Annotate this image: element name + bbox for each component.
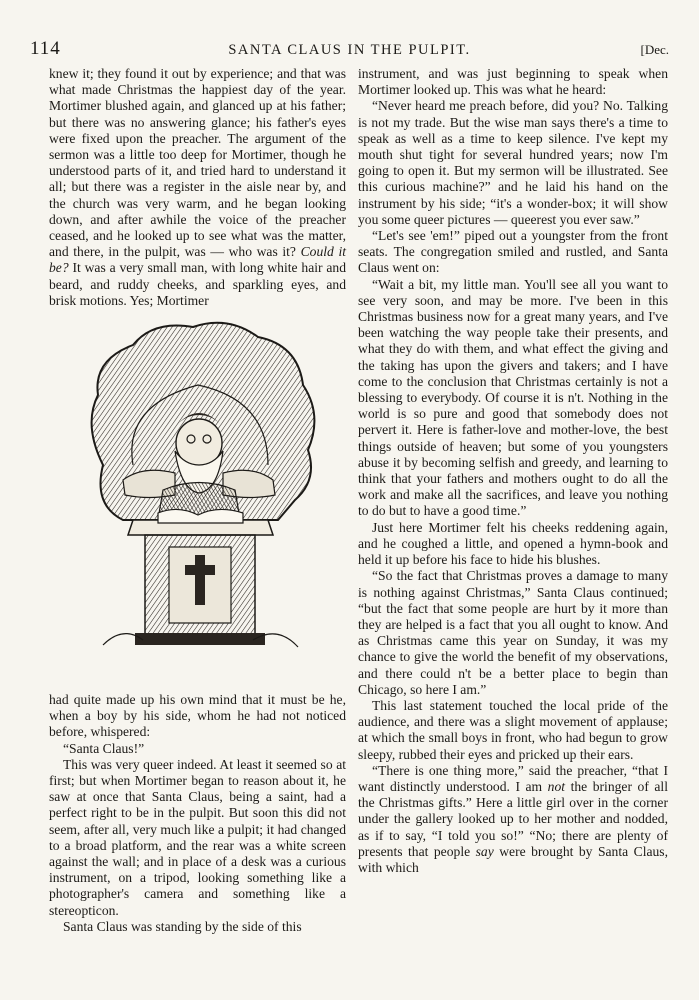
right-paragraph-5: Just here Mortimer felt his cheeks reddening again, and he coughed a little, and opened a hymn-book and held it up before his face to hide his blushes. xyxy=(358,519,668,568)
right-paragraph-3: “Let's see 'em!” piped out a youngster from the front seats. The congregation smiled and rustled, and Santa Claus went on: xyxy=(358,228,668,276)
italic-could-it-be: Could it be? xyxy=(49,244,347,276)
right-column xyxy=(358,66,668,876)
month-label: [Dec. xyxy=(640,42,669,57)
left-paragraph-4: Santa Claus was standing by the side of this xyxy=(63,918,302,934)
right-paragraph-1: instrument, and was just beginning to speak when Mortimer looked up. This was what he heard: xyxy=(358,66,668,98)
left-paragraph-top xyxy=(49,66,346,309)
italic-say: say xyxy=(475,843,494,859)
left-paragraph-2: “Santa Claus!” xyxy=(63,740,145,756)
right-paragraph-7: This last statement touched the local pride of the audience, and there was a slight movement of applause; at which the small boys in front, who had begun to grow sleepy, rubbed their eyes and pricked up their ears. xyxy=(358,697,668,762)
right-paragraph-8 xyxy=(358,763,668,876)
right-paragraph-6: “So the fact that Christmas proves a damage to many is nothing against Christmas,” Santa Claus continued; “but the fact that some people are hurt by it more than they are helped is a fact that you all ought to know. And as Christmas came this year on Sunday, it was my chance to give the world the benefit of my observations, and there could n't be a better place to begin than Chicago, so here I am.” xyxy=(358,568,668,697)
left-text-top-end: It was a very small man, with long white hair and beard, and ruddy cheeks, and sparkling eyes, and brisk motions. Yes; Mortimer xyxy=(49,260,346,308)
santa-illustration xyxy=(63,315,333,655)
left-column-bottom xyxy=(49,692,346,935)
santa-in-pulpit-engraving-icon xyxy=(63,315,333,655)
right-paragraph-4: “Wait a bit, my little man. You'll see all you want to see very soon, and may be more. I've been in this Christmas business now for a great many years, and I've been watching the way people take their presents, and what they do with them, and what effect the giving and the taking has upon the givers and takers; and I have come to the conclusion that Christmas certainly is not a blessing to everybody. Of course it is n't. Nothing in the world is so pure and good that somebody does not pervert it. Here is father-love and mother-love, the best things outside of heaven; but some of you youngsters abuse it by becoming selfish and greedy, and learning to think that your fathers and mothers ought to do all the work and make all the sacrifices, and leave you nothing to do but to have a good time.” xyxy=(358,276,668,519)
italic-not: not xyxy=(547,778,566,794)
page-number: 114 xyxy=(30,38,61,59)
left-paragraph-1: had quite made up his own mind that it must be he, when a boy by his side, whom he had not noticed before, whispered: xyxy=(49,692,346,740)
left-column xyxy=(49,66,346,657)
right-text-8b: the bringer of all the Christmas gifts.” Here a little girl over in the corner under the gallery looked up to her mother and nodded, as if to say, “I told you so!” “No; there are plenty of presents that people xyxy=(358,778,668,859)
left-text-top: knew it; they found it out by experience; and that was what made Christmas the happiest day of the year. Mortimer blushed again, and glanced up at his father; but there was no answering glance; his father's eyes were fixed upon the preacher. The argument of the sermon was a little too deep for Mortimer, though he understood parts of it, and tried hard to understand it all; but there was a register in the aisle near by, and the church was very warm, and he began looking down, and after awhile the voice of the preacher ceased, and he looked up to see what was the matter, and there, in the pulpit, was — who was it? xyxy=(49,66,346,260)
left-paragraph-3: This was very queer indeed. At least it seemed so at first; but when Mortimer began to reason about it, he saw at once that Santa Claus, being a saint, had a perfect right to be in the pulpit. But soon this did not seem, after all, very much like a pulpit; it had changed to a broad platform, and the rear was a white screen against the wall; and in place of a desk was a curious instrument, on a tripod, looking something like a photographer's camera and something like a stereopticon. xyxy=(49,756,346,918)
right-paragraph-2: “Never heard me preach before, did you? No. Talking is not my trade. But the wise man says there's a time to speak as well as a time to keep silence. I've kept my mouth shut tight for several hundred years; now I'm going to open it. But my sermon will be illustrated. See this curious machine?” and he laid his hand on the instrument by his side; “it's a wonder-box; it will show you some queer pictures — queerest you ever saw.” xyxy=(358,98,668,227)
right-text-8a: “There is one thing more,” said the preacher, “that I want distinctly understood. I am xyxy=(358,762,668,794)
right-text-8c: were brought by Santa Claus, with which xyxy=(358,843,668,875)
running-header xyxy=(30,38,669,60)
running-title: SANTA CLAUS IN THE PULPIT. xyxy=(228,42,471,58)
